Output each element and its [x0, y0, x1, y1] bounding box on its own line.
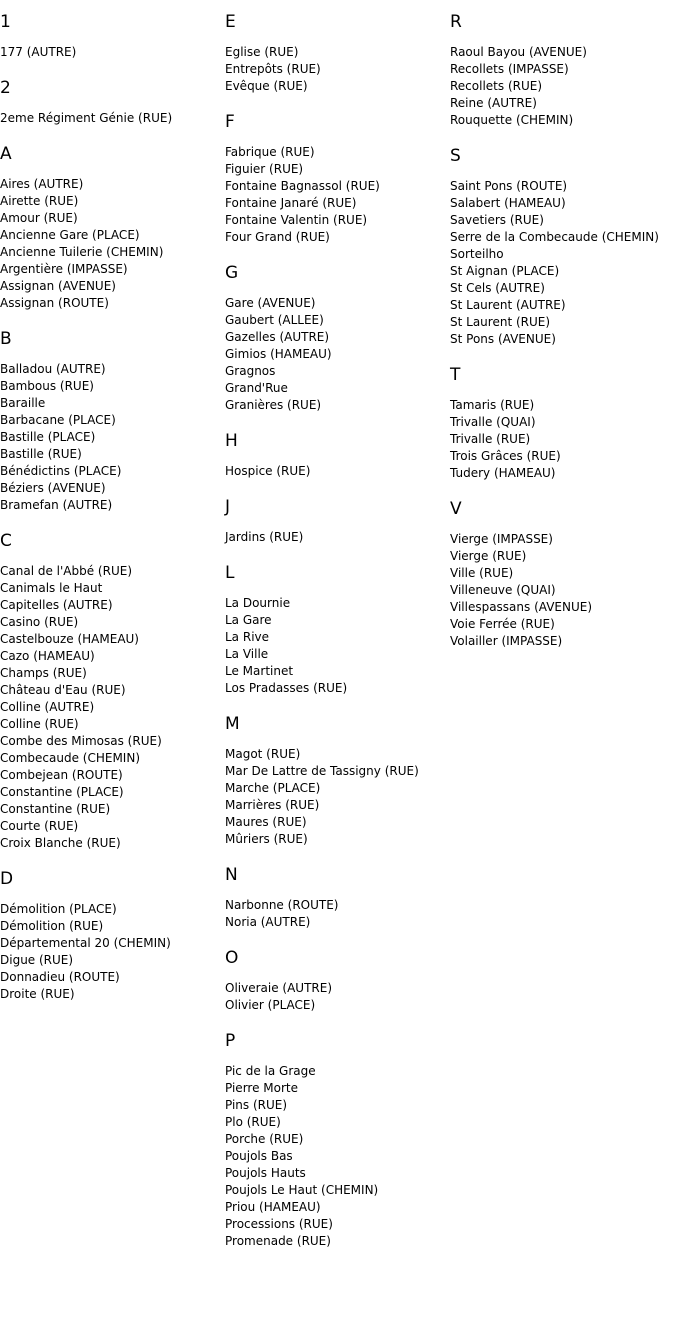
section-letter-heading: J	[225, 497, 231, 517]
street-link[interactable]: Villeneuve (QUAI)	[450, 583, 556, 597]
street-link[interactable]: Amour (RUE)	[0, 211, 78, 225]
street-link[interactable]: Savetiers (RUE)	[450, 213, 544, 227]
street-link[interactable]: Assignan (ROUTE)	[0, 296, 109, 310]
street-link[interactable]: Eglise (RUE)	[225, 45, 299, 59]
street-link[interactable]: Oliveraie (AUTRE)	[225, 981, 333, 995]
section-letter-heading: A	[0, 144, 12, 164]
street-link[interactable]: Recollets (IMPASSE)	[450, 62, 569, 76]
street-link[interactable]: Figuier (RUE)	[225, 162, 304, 176]
street-link[interactable]: Reine (AUTRE)	[450, 96, 537, 110]
letter-section	[0, 329, 225, 514]
section-letter-heading: S	[450, 146, 461, 166]
street-link[interactable]: Assignan (AVENUE)	[0, 279, 116, 293]
street-link[interactable]: Jardins (RUE)	[225, 530, 304, 544]
street-link[interactable]: Serre de la Combecaude (CHEMIN)	[450, 230, 659, 244]
street-link[interactable]: Plo (RUE)	[225, 1115, 281, 1129]
section-letter-heading: H	[225, 431, 238, 451]
street-link[interactable]: Colline (AUTRE)	[0, 700, 95, 714]
letter-section	[0, 12, 225, 61]
street-link[interactable]: Raoul Bayou (AVENUE)	[450, 45, 587, 59]
street-link[interactable]: Evêque (RUE)	[225, 79, 308, 93]
section-letter-heading: B	[0, 329, 12, 349]
street-link[interactable]: Digue (RUE)	[0, 953, 74, 967]
section-letter-heading: N	[225, 865, 238, 885]
index-column-2	[225, 12, 450, 1267]
street-link[interactable]: Granières (RUE)	[225, 398, 322, 412]
street-link[interactable]: Combe des Mimosas (RUE)	[0, 734, 162, 748]
street-link[interactable]: Argentière (IMPASSE)	[0, 262, 128, 276]
street-link[interactable]: Castelbouze (HAMEAU)	[0, 632, 139, 646]
street-link[interactable]: Croix Blanche (RUE)	[0, 836, 121, 850]
letter-section	[0, 144, 225, 312]
section-letter-heading: C	[0, 531, 12, 551]
street-link[interactable]: Combecaude (CHEMIN)	[0, 751, 140, 765]
street-link[interactable]: Cazo (HAMEAU)	[0, 649, 95, 663]
street-link[interactable]: St Aignan (PLACE)	[450, 264, 560, 278]
street-link[interactable]: Gragnos	[225, 364, 276, 378]
letter-section	[225, 865, 450, 931]
street-link[interactable]: Courte (RUE)	[0, 819, 79, 833]
street-link[interactable]: La Gare	[225, 613, 272, 627]
index-column-3	[450, 12, 675, 667]
section-letter-heading: F	[225, 112, 235, 132]
letter-section	[225, 948, 450, 1014]
street-link[interactable]: Voie Ferrée (RUE)	[450, 617, 555, 631]
street-link[interactable]: Pic de la Grage	[225, 1064, 316, 1078]
street-link[interactable]: Volailler (IMPASSE)	[450, 634, 563, 648]
street-link[interactable]: Fontaine Janaré (RUE)	[225, 196, 357, 210]
street-link[interactable]: Canal de l'Abbé (RUE)	[0, 564, 132, 578]
street-link[interactable]: Poujols Hauts	[225, 1166, 306, 1180]
street-link[interactable]: 2eme Régiment Génie (RUE)	[0, 111, 173, 125]
section-letter-heading: 2	[0, 78, 11, 98]
section-letter-heading: E	[225, 12, 236, 32]
street-link[interactable]: Trivalle (RUE)	[450, 432, 531, 446]
street-link[interactable]: Droite (RUE)	[0, 987, 75, 1001]
street-link[interactable]: Bambous (RUE)	[0, 379, 94, 393]
street-link[interactable]: Casino (RUE)	[0, 615, 79, 629]
street-link[interactable]: Bramefan (AUTRE)	[0, 498, 113, 512]
street-link[interactable]: Promenade (RUE)	[225, 1234, 331, 1248]
letter-section	[225, 1031, 450, 1250]
letter-section	[0, 531, 225, 852]
street-link[interactable]: Fabrique (RUE)	[225, 145, 315, 159]
street-link[interactable]: 177 (AUTRE)	[0, 45, 77, 59]
letter-section	[225, 431, 450, 480]
section-letter-heading: D	[0, 869, 14, 889]
street-link[interactable]: Marrières (RUE)	[225, 798, 320, 812]
street-link[interactable]: Constantine (RUE)	[0, 802, 111, 816]
street-link[interactable]: La Dournie	[225, 596, 291, 610]
street-link[interactable]: Départemental 20 (CHEMIN)	[0, 936, 171, 950]
street-link[interactable]: Gimios (HAMEAU)	[225, 347, 332, 361]
street-link[interactable]: Villespassans (AVENUE)	[450, 600, 593, 614]
street-link[interactable]: Mar De Lattre de Tassigny (RUE)	[225, 764, 419, 778]
street-link[interactable]: Trois Grâces (RUE)	[450, 449, 561, 463]
street-link[interactable]: Tudery (HAMEAU)	[450, 466, 556, 480]
street-link[interactable]: Bastille (PLACE)	[0, 430, 96, 444]
street-link[interactable]: St Cels (AUTRE)	[450, 281, 545, 295]
street-link[interactable]: Noria (AUTRE)	[225, 915, 311, 929]
letter-section	[0, 869, 225, 1003]
street-link[interactable]: Démolition (PLACE)	[0, 902, 117, 916]
street-link[interactable]: Bastille (RUE)	[0, 447, 82, 461]
street-link[interactable]: Ancienne Tuilerie (CHEMIN)	[0, 245, 164, 259]
street-link[interactable]: Rouquette (CHEMIN)	[450, 113, 574, 127]
street-link[interactable]: Barbacane (PLACE)	[0, 413, 116, 427]
section-letter-heading: P	[225, 1031, 236, 1051]
section-letter-heading: O	[225, 948, 239, 968]
letter-section	[225, 12, 450, 95]
section-letter-heading: M	[225, 714, 240, 734]
street-link[interactable]: Démolition (RUE)	[0, 919, 104, 933]
street-link[interactable]: Fontaine Bagnassol (RUE)	[225, 179, 380, 193]
street-link[interactable]: St Laurent (AUTRE)	[450, 298, 566, 312]
street-link[interactable]: Donnadieu (ROUTE)	[0, 970, 120, 984]
letter-section	[450, 12, 675, 129]
street-link[interactable]: St Pons (AVENUE)	[450, 332, 556, 346]
section-letter-heading: L	[225, 563, 235, 583]
street-link[interactable]: Poujols Bas	[225, 1149, 293, 1163]
street-link[interactable]: Los Pradasses (RUE)	[225, 681, 348, 695]
street-link[interactable]: Canimals le Haut	[0, 581, 103, 595]
street-link[interactable]: Entrepôts (RUE)	[225, 62, 321, 76]
letter-section	[225, 563, 450, 697]
street-link[interactable]: Gaubert (ALLEE)	[225, 313, 324, 327]
street-link[interactable]: Ville (RUE)	[450, 566, 514, 580]
street-link[interactable]: Le Martinet	[225, 664, 294, 678]
street-link[interactable]: Gare (AVENUE)	[225, 296, 316, 310]
letter-section	[450, 146, 675, 348]
street-link[interactable]: Aires (AUTRE)	[0, 177, 84, 191]
street-link[interactable]: Poujols Le Haut (CHEMIN)	[225, 1183, 379, 1197]
street-link[interactable]: Capitelles (AUTRE)	[0, 598, 113, 612]
section-letter-heading: V	[450, 499, 462, 519]
street-link[interactable]: Olivier (PLACE)	[225, 998, 316, 1012]
section-letter-heading: G	[225, 263, 239, 283]
letter-section	[225, 497, 450, 546]
street-link[interactable]: Fontaine Valentin (RUE)	[225, 213, 368, 227]
street-link[interactable]: Colline (RUE)	[0, 717, 79, 731]
street-link[interactable]: Gazelles (AUTRE)	[225, 330, 330, 344]
street-link[interactable]: Trivalle (QUAI)	[450, 415, 536, 429]
street-link[interactable]: Priou (HAMEAU)	[225, 1200, 321, 1214]
street-link[interactable]: Recollets (RUE)	[450, 79, 543, 93]
street-link[interactable]: Pierre Morte	[225, 1081, 298, 1095]
street-link[interactable]: Combejean (ROUTE)	[0, 768, 123, 782]
street-link[interactable]: Balladou (AUTRE)	[0, 362, 106, 376]
street-link[interactable]: Airette (RUE)	[0, 194, 79, 208]
street-link[interactable]: Baraille	[0, 396, 46, 410]
street-link[interactable]: Narbonne (ROUTE)	[225, 898, 339, 912]
street-link[interactable]: Porche (RUE)	[225, 1132, 304, 1146]
street-link[interactable]: Salabert (HAMEAU)	[450, 196, 566, 210]
letter-section	[225, 263, 450, 414]
street-link[interactable]: Four Grand (RUE)	[225, 230, 330, 244]
street-link[interactable]: Mûriers (RUE)	[225, 832, 308, 846]
street-link[interactable]: Tamaris (RUE)	[450, 398, 535, 412]
street-link[interactable]: Vierge (RUE)	[450, 549, 527, 563]
section-letter-heading: R	[450, 12, 462, 32]
street-link[interactable]: Château d'Eau (RUE)	[0, 683, 126, 697]
street-link[interactable]: Ancienne Gare (PLACE)	[0, 228, 140, 242]
section-letter-heading: 1	[0, 12, 11, 32]
street-link[interactable]: La Ville	[225, 647, 269, 661]
street-link[interactable]: Vierge (IMPASSE)	[450, 532, 553, 546]
letter-section	[450, 365, 675, 482]
street-link[interactable]: St Laurent (RUE)	[450, 315, 551, 329]
street-link[interactable]: Magot (RUE)	[225, 747, 301, 761]
street-link[interactable]: Processions (RUE)	[225, 1217, 333, 1231]
street-link[interactable]: La Rive	[225, 630, 270, 644]
index-column-1	[0, 12, 225, 1020]
street-link[interactable]: Bénédictins (PLACE)	[0, 464, 122, 478]
street-link[interactable]: Champs (RUE)	[0, 666, 87, 680]
street-link[interactable]: Hospice (RUE)	[225, 464, 311, 478]
street-link[interactable]: Sorteilho	[450, 247, 504, 261]
street-link[interactable]: Grand'Rue	[225, 381, 288, 395]
street-link[interactable]: Marche (PLACE)	[225, 781, 321, 795]
street-link[interactable]: Constantine (PLACE)	[0, 785, 124, 799]
letter-section	[450, 499, 675, 650]
street-link[interactable]: Pins (RUE)	[225, 1098, 288, 1112]
street-link[interactable]: Saint Pons (ROUTE)	[450, 179, 568, 193]
letter-section	[0, 78, 225, 127]
letter-section	[225, 112, 450, 246]
street-link[interactable]: Béziers (AVENUE)	[0, 481, 106, 495]
letter-section	[225, 714, 450, 848]
street-link[interactable]: Maures (RUE)	[225, 815, 307, 829]
section-letter-heading: T	[450, 365, 461, 385]
